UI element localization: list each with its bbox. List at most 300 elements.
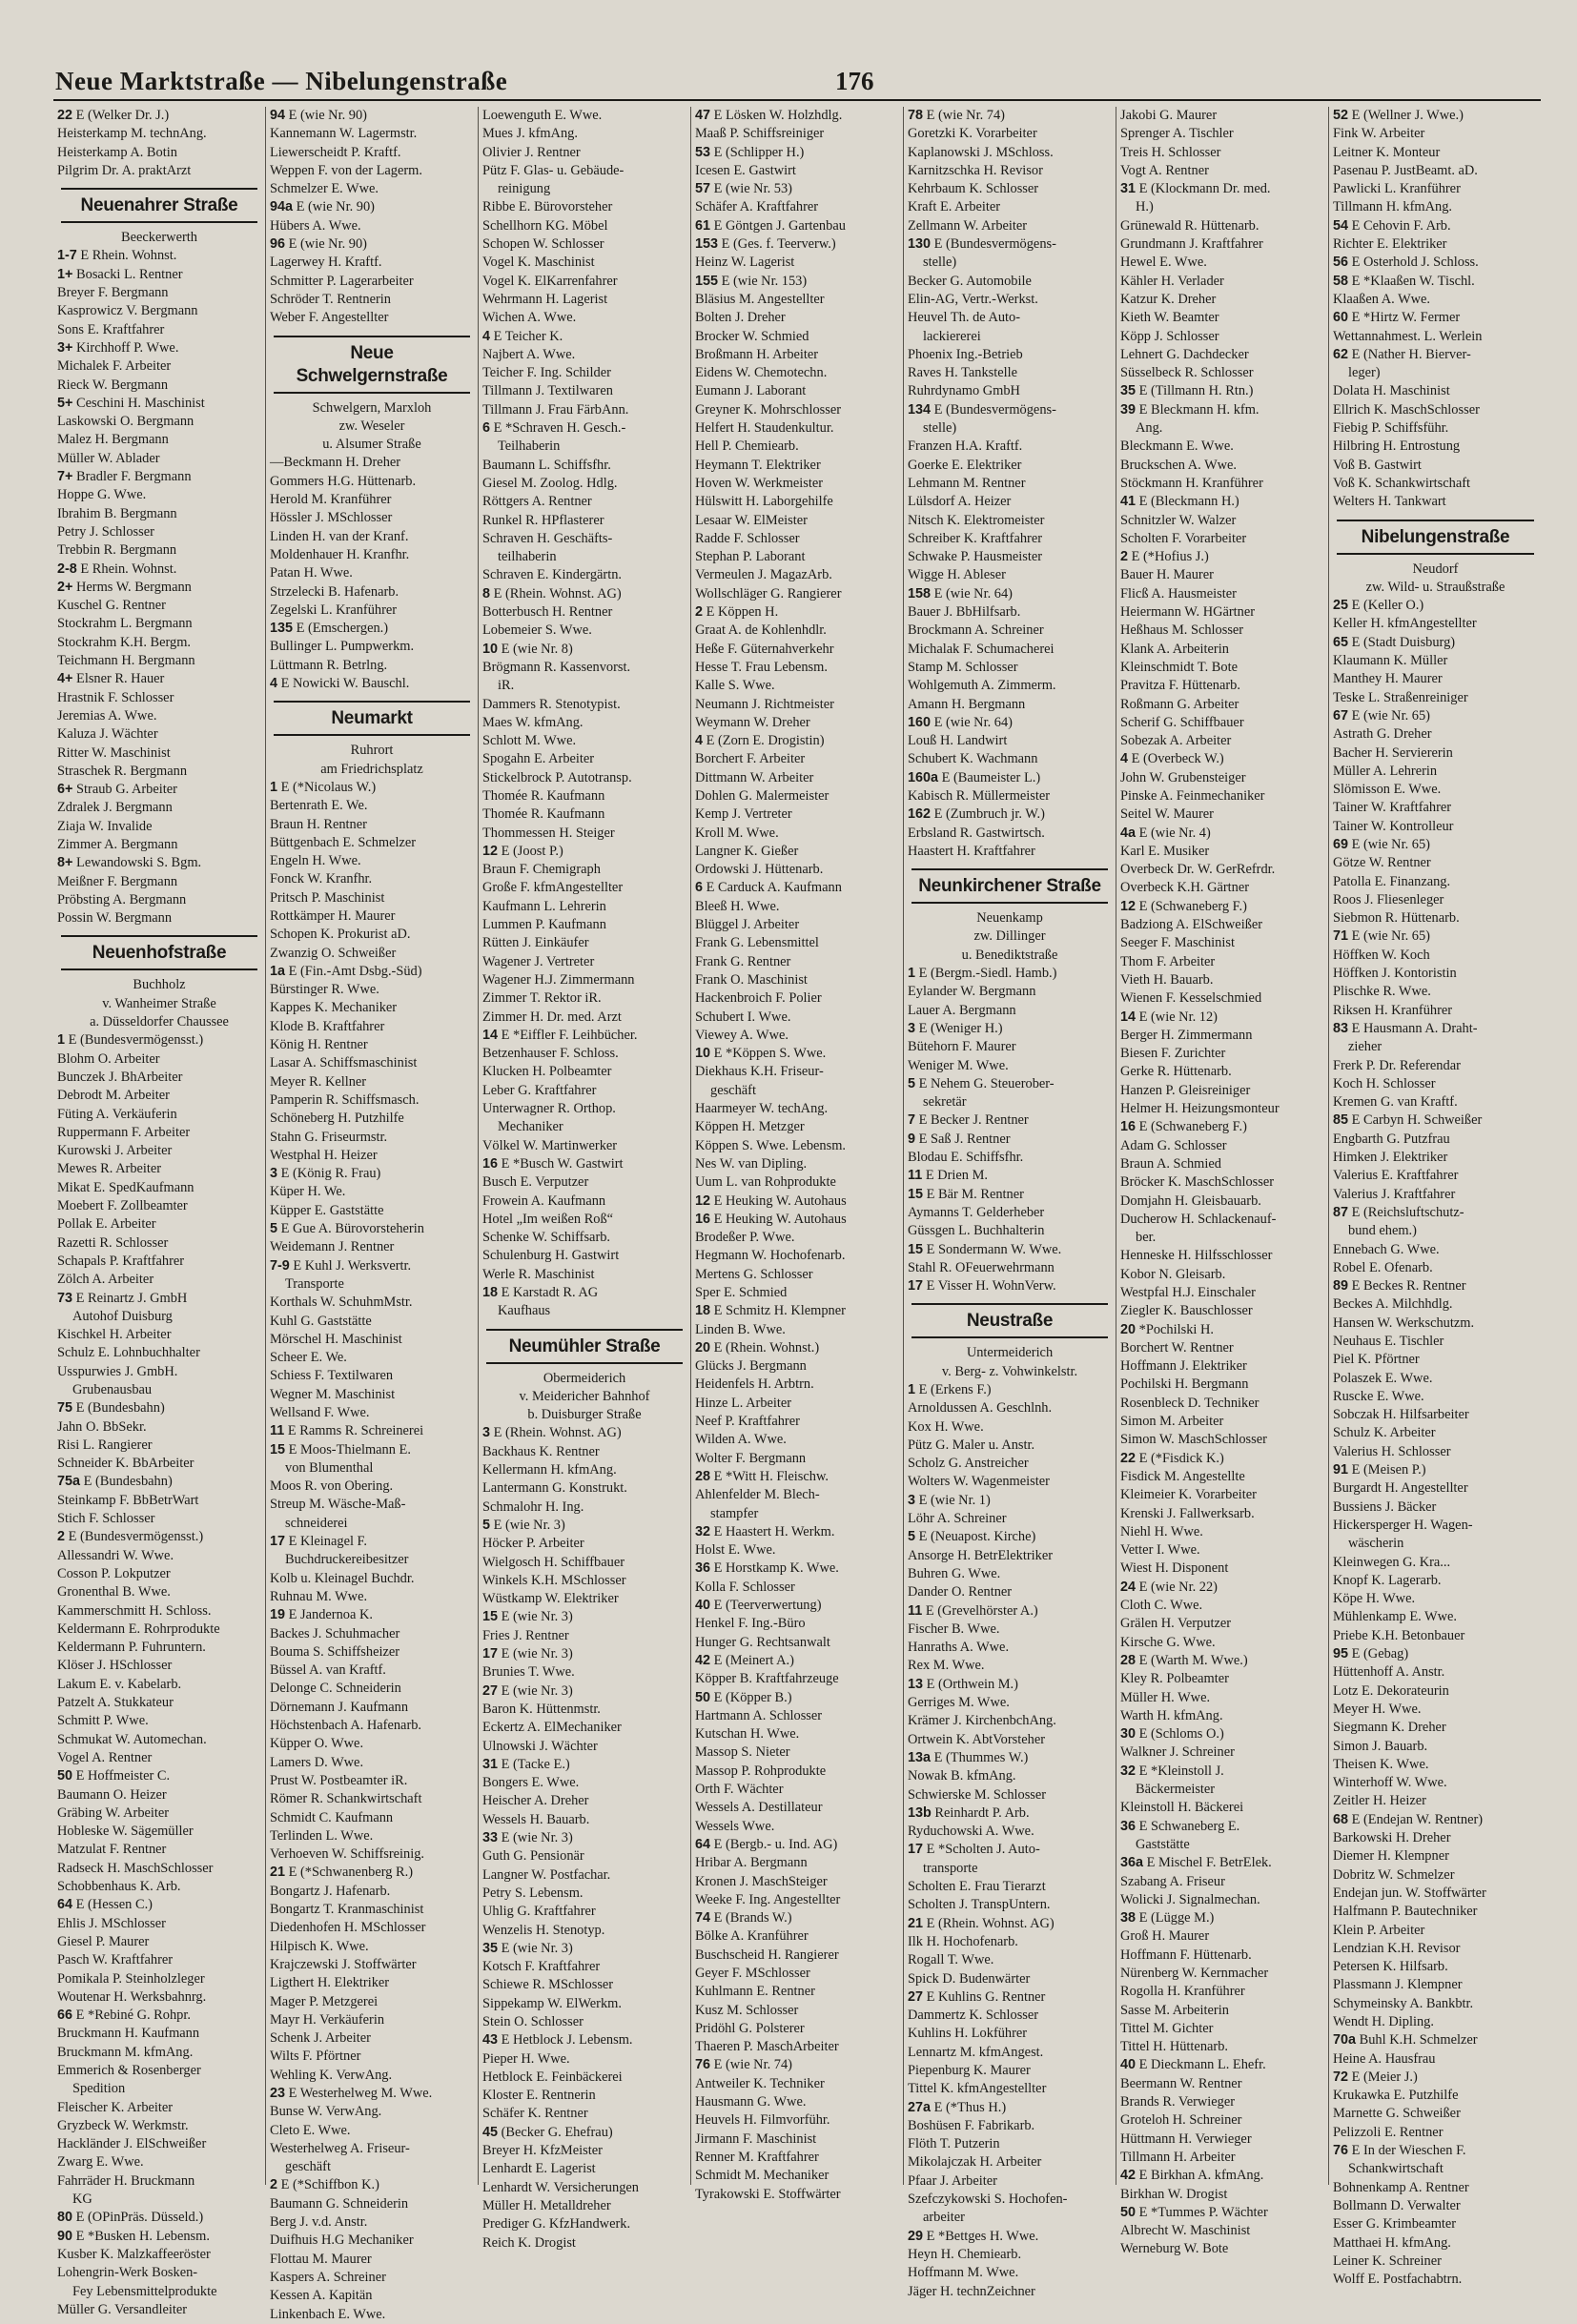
directory-entry — [908, 603, 1112, 622]
directory-entry — [270, 583, 474, 601]
directory-entry — [695, 1173, 899, 1192]
house-number: 76 — [695, 2057, 711, 2073]
entry-text: Korthals W. SchuhmMstr. — [270, 1295, 413, 1311]
directory-entry — [695, 1321, 899, 1339]
entry-text: E (Rhein. Wohnst.) — [713, 1339, 820, 1356]
entry-text: E (Bundesvermögensst.) — [68, 1529, 204, 1545]
entry-text: Haarmeyer W. techAng. — [695, 1101, 829, 1117]
house-number: 2 — [1120, 549, 1129, 565]
entry-text: Domjahn H. Gleisbauarb. — [1120, 1193, 1261, 1209]
directory-entry — [1120, 1634, 1324, 1652]
directory-entry — [270, 273, 474, 291]
entry-text: Ordowski J. Hüttenarb. — [695, 862, 824, 878]
directory-entry — [482, 2105, 686, 2123]
directory-entry — [482, 1608, 686, 1626]
entry-text: Thommessen H. Steiger — [482, 825, 615, 841]
house-number: 2+ — [57, 579, 73, 595]
entry-text: Pollak E. Arbeiter — [57, 1216, 156, 1233]
entry-text: Buhl K.H. Schmelzer — [1359, 2032, 1478, 2049]
directory-entry — [482, 1173, 686, 1192]
house-number: 94a — [270, 199, 294, 215]
directory-entry — [482, 1009, 686, 1027]
directory-entry — [908, 1111, 1112, 1130]
entry-text: Höchstenbach A. Hafenarb. — [270, 1718, 422, 1734]
entry-text: E (*Fisdick K.) — [1138, 1450, 1224, 1466]
directory-entry — [270, 1147, 474, 1165]
entry-text: Voß K. Schankwirtschaft — [1333, 475, 1471, 491]
directory-entry — [695, 1560, 899, 1578]
entry-text: Lenhardt E. Lagerist — [482, 2161, 596, 2177]
directory-entry — [908, 1186, 1112, 1204]
entry-text: E Heuking W. Autohaus — [713, 1193, 847, 1209]
entry-text: E (Lügge M.) — [1138, 1910, 1215, 1926]
entry-text: Eckertz A. ElMechaniker — [482, 1720, 622, 1736]
entry-text: Vogel K. Maschinist — [482, 255, 595, 271]
directory-entry — [482, 273, 686, 291]
entry-text: E *Bettges H. Wwe. — [926, 2228, 1039, 2244]
directory-entry — [908, 438, 1112, 456]
entry-text: Allessandri W. Wwe. — [57, 1547, 174, 1563]
entry-text: Henkel F. Ing.-Büro — [695, 1616, 806, 1632]
directory-entry — [908, 144, 1112, 162]
directory-entry — [908, 2283, 1112, 2301]
entry-text: E (Bergm.-Siedl. Hamb.) — [918, 966, 1057, 982]
entry-text: Betzenhauser F. Schloss. — [482, 1046, 619, 1062]
directory-entry — [908, 1602, 1112, 1621]
directory-entry — [270, 1754, 474, 1772]
entry-text: Kähler H. Verlader — [1120, 273, 1224, 289]
directory-entry — [1120, 1431, 1324, 1449]
entry-text: Schubert I. Wwe. — [695, 1009, 791, 1025]
house-number: 50 — [1120, 2204, 1137, 2220]
entry-text: Laskowski O. Bergmann — [57, 414, 195, 430]
directory-entry — [1333, 1922, 1538, 1940]
entry-text: Reich K. Drogist — [482, 2234, 576, 2251]
entry-text: Tittel M. Gichter — [1120, 2020, 1214, 2036]
directory-entry — [57, 2044, 261, 2062]
entry-text: Kloster E. Rentnerin — [482, 2088, 596, 2104]
entry-text: Fink W. Arbeiter — [1333, 126, 1425, 142]
entry-text: Lagerwey H. Kraftf. — [270, 255, 382, 271]
entry-text: Kleinschmidt T. Bote — [1120, 659, 1238, 675]
directory-entry — [482, 1738, 686, 1756]
directory-entry — [908, 2153, 1112, 2171]
entry-text: E Horstkamp K. Wwe. — [713, 1560, 839, 1577]
directory-column — [904, 107, 1116, 2299]
house-number: 32 — [695, 1523, 711, 1539]
directory-entry — [695, 493, 899, 511]
directory-entry — [57, 2283, 261, 2301]
entry-text: Heischer A. Dreher — [482, 1793, 589, 1809]
directory-entry — [908, 1841, 1112, 1859]
entry-text: Overbeck K.H. Gärtner — [1120, 880, 1250, 896]
entry-text: Lülsdorf A. Heizer — [908, 494, 1012, 510]
directory-entry — [908, 1002, 1112, 1020]
directory-entry — [482, 1137, 686, 1155]
entry-text: Unterwagner R. Orthop. — [482, 1101, 616, 1117]
directory-entry — [908, 1896, 1112, 1914]
entry-text: E (Schwaneberg F.) — [1138, 898, 1247, 914]
house-number: 14 — [1120, 1009, 1137, 1025]
entry-text: E (Bundesvermögensst.) — [68, 1032, 204, 1049]
directory-entry — [270, 1699, 474, 1717]
house-number: 42 — [1120, 2168, 1137, 2184]
entry-text: E (Orthwein M.) — [926, 1676, 1018, 1692]
directory-entry — [482, 1424, 686, 1442]
entry-text: Köpp J. Schlosser — [1120, 328, 1219, 344]
entry-text: Icesen E. Gastwirt — [695, 162, 796, 178]
entry-text: Füting A. Verkäuferin — [57, 1106, 177, 1122]
entry-text: Schmitter P. Lagerarbeiter — [270, 273, 414, 289]
entry-text: Schöneberg H. Putzhilfe — [270, 1111, 404, 1127]
entry-text: Schenk J. Arbeiter — [270, 2030, 371, 2047]
directory-entry — [695, 1854, 899, 1872]
entry-text: Heinz W. Lagerist — [695, 255, 795, 271]
entry-text: Westerhelweg A. Friseur- — [270, 2140, 410, 2156]
house-number: 24 — [1120, 1579, 1137, 1595]
entry-text: Nitsch K. Elektromeister — [908, 512, 1045, 528]
directory-entry — [57, 1363, 261, 1381]
directory-entry — [1333, 781, 1538, 799]
entry-text: Schreiber K. Kraftfahrer — [908, 530, 1043, 546]
house-number: 16 — [695, 1211, 711, 1227]
directory-entry — [57, 1767, 261, 1785]
directory-entry — [695, 566, 899, 584]
house-number: 160a — [908, 769, 939, 785]
house-number: 17 — [908, 1842, 924, 1858]
directory-entry — [1120, 198, 1324, 216]
directory-entry — [695, 2020, 899, 2038]
house-number: 20 — [1120, 1321, 1137, 1337]
house-number: 13b — [908, 1804, 932, 1821]
directory-entry — [908, 1933, 1112, 1951]
directory-entry — [482, 1284, 686, 1302]
directory-entry — [57, 1142, 261, 1160]
directory-entry — [908, 328, 1112, 346]
entry-text: Kley R. Polbeamter — [1120, 1671, 1229, 1687]
entry-text: E (wie Nr. 3) — [501, 1646, 573, 1662]
entry-text: Bütehorn F. Maurer — [908, 1039, 1016, 1055]
entry-text: Duifhuis H.G Mechaniker — [270, 2232, 414, 2249]
entry-text: Prediger G. KfzHandwerk. — [482, 2216, 631, 2232]
directory-entry — [1333, 1774, 1538, 1792]
entry-text: Linden H. van der Kranf. — [270, 528, 409, 544]
entry-text: Tyrakowski E. Stoffwärter — [695, 2186, 841, 2202]
directory-entry — [1333, 1222, 1538, 1240]
directory-entry — [57, 891, 261, 909]
entry-text: Rogall T. Wwe. — [908, 1952, 994, 1968]
directory-entry — [270, 2269, 474, 2287]
directory-entry — [695, 1193, 899, 1211]
entry-text: Groteloh H. Schreiner — [1120, 2112, 1242, 2129]
directory-entry — [482, 677, 686, 695]
entry-text: Razetti R. Schlosser — [57, 1234, 169, 1251]
directory-entry — [1333, 419, 1538, 438]
directory-entry — [1333, 763, 1538, 781]
house-number: 42 — [695, 1652, 711, 1668]
entry-text: Scherif G. Schiffbauer — [1120, 714, 1244, 730]
entry-text: E Kuhlins G. Rentner — [926, 1988, 1046, 2005]
entry-text: Valerius H. Schlosser — [1333, 1443, 1451, 1459]
directory-entry — [57, 1492, 261, 1510]
entry-text: Baumann G. Schneiderin — [270, 2195, 409, 2212]
entry-text: Teicher F. Ing. Schilder — [482, 365, 611, 381]
directory-entry — [482, 603, 686, 622]
directory-entry — [482, 1211, 686, 1229]
directory-entry — [482, 530, 686, 548]
house-number: 64 — [57, 1897, 73, 1913]
entry-text: Michalek F. Arbeiter — [57, 358, 172, 375]
entry-text: Schäfer A. Kraftfahrer — [695, 199, 819, 215]
directory-column — [479, 107, 691, 2251]
directory-entry — [57, 1215, 261, 1233]
directory-entry — [695, 659, 899, 677]
directory-entry — [57, 561, 261, 579]
entry-text: Sasse M. Arbeiterin — [1120, 2002, 1229, 2018]
house-number: 62 — [1333, 346, 1349, 362]
directory-entry — [908, 2044, 1112, 2062]
directory-entry — [57, 1473, 261, 1491]
entry-text: E (wie Nr. 8) — [501, 641, 573, 657]
entry-text: Wolicki J. Signalmechan. — [1120, 1891, 1260, 1907]
entry-text: Radde F. Schlosser — [695, 530, 800, 546]
directory-entry — [908, 1057, 1112, 1075]
entry-text: Moos R. von Obering. — [270, 1478, 394, 1495]
directory-entry — [1120, 659, 1324, 677]
directory-entry — [908, 364, 1112, 382]
entry-text: Matzulat F. Rentner — [57, 1842, 167, 1858]
entry-text: Mertens G. Schlosser — [695, 1266, 813, 1282]
entry-text: E Bleckmann H. kfm. — [1138, 401, 1260, 418]
entry-text: Jirmann F. Maschinist — [695, 2130, 817, 2147]
directory-entry — [1120, 1118, 1324, 1136]
directory-entry — [270, 217, 474, 235]
directory-entry — [482, 1922, 686, 1940]
directory-entry — [270, 2029, 474, 2048]
directory-entry — [1333, 1315, 1538, 1333]
entry-text: Bohnenkamp A. Rentner — [1333, 2179, 1469, 2195]
entry-text: (Becker G. Ehefrau) — [501, 2124, 613, 2140]
entry-text: Debrodt M. Arbeiter — [57, 1088, 170, 1104]
entry-text: Hrastnik F. Schlosser — [57, 689, 174, 705]
entry-text: E Carduck A. Kaufmann — [706, 880, 842, 896]
directory-entry — [1120, 125, 1324, 143]
entry-text: E (wie Nr. 3) — [493, 1517, 565, 1533]
directory-entry — [908, 309, 1112, 327]
entry-text: E (Warth M. Wwe.) — [1138, 1652, 1248, 1668]
directory-entry — [57, 284, 261, 302]
entry-text: Broßmann H. Arbeiter — [695, 346, 819, 362]
directory-entry — [695, 1266, 899, 1284]
directory-entry — [57, 1031, 261, 1050]
directory-entry — [270, 620, 474, 638]
entry-text: Diekhaus K.H. Friseur- — [695, 1064, 824, 1080]
directory-entry — [1120, 750, 1324, 768]
directory-entry — [1333, 615, 1538, 633]
house-number: 45 — [482, 2124, 499, 2140]
entry-text: Lantermann G. Konstrukt. — [482, 1480, 627, 1497]
entry-text: Hickersperger H. Wagen- — [1333, 1517, 1473, 1533]
entry-text: Klode B. Kraftfahrer — [270, 1018, 385, 1034]
directory-entry — [1333, 1627, 1538, 1645]
entry-text: E (Bleckmann H.) — [1138, 494, 1239, 510]
directory-entry — [908, 457, 1112, 475]
entry-text: Wigge H. Ableser — [908, 567, 1006, 583]
directory-entry — [57, 1639, 261, 1657]
directory-entry — [1120, 641, 1324, 659]
directory-entry — [1120, 1836, 1324, 1854]
entry-text: Neumann J. Richtmeister — [695, 696, 834, 712]
directory-entry — [1120, 1725, 1324, 1743]
entry-text: Fey Lebensmittelprodukte — [72, 2283, 217, 2299]
directory-entry — [695, 1357, 899, 1376]
house-number: 153 — [695, 236, 719, 253]
house-number: 17 — [270, 1534, 286, 1550]
directory-entry — [482, 1627, 686, 1645]
house-number: 25 — [1333, 598, 1349, 614]
entry-text: E Hoffmeister C. — [75, 1768, 171, 1784]
directory-entry — [1333, 1958, 1538, 1976]
directory-entry — [57, 1676, 261, 1694]
directory-entry — [270, 1533, 474, 1551]
directory-entry — [1333, 1406, 1538, 1424]
directory-entry — [908, 530, 1112, 548]
house-number: 72 — [1333, 2069, 1349, 2085]
directory-entry — [270, 1018, 474, 1036]
directory-entry — [695, 328, 899, 346]
entry-text: Ehlis J. MSchlosser — [57, 1915, 166, 1931]
entry-text: Heymann T. Elektriker — [695, 457, 821, 473]
directory-entry — [482, 1118, 686, 1136]
entry-text: E (Hessen C.) — [75, 1897, 153, 1913]
directory-entry — [1120, 2149, 1324, 2167]
entry-text: Phoenix Ing.-Betrieb — [908, 346, 1023, 362]
house-number: 12 — [482, 843, 499, 859]
directory-entry — [695, 2111, 899, 2130]
entry-text: Lehnert G. Dachdecker — [1120, 346, 1249, 362]
directory-entry — [695, 2167, 899, 2185]
entry-text: Löhr A. Schreiner — [908, 1511, 1007, 1527]
entry-text: Scheer E. We. — [270, 1350, 347, 1366]
directory-entry — [270, 1790, 474, 1808]
directory-entry — [270, 1735, 474, 1753]
entry-text: Eylander W. Bergmann — [908, 984, 1036, 1000]
house-number: 15 — [482, 1609, 499, 1625]
entry-text: Pawlicki L. Kranführer — [1333, 181, 1461, 197]
entry-text: Schmalohr H. Ing. — [482, 1498, 584, 1515]
house-number: 158 — [908, 585, 932, 601]
directory-column — [1116, 107, 1329, 2257]
entry-text: Erbsland R. Gastwirtsch. — [908, 825, 1045, 841]
entry-text: Büssel A. van Kraftf. — [270, 1662, 386, 1679]
directory-entry — [1333, 493, 1538, 511]
directory-entry — [1120, 2038, 1324, 2056]
entry-text: Vetter I. Wwe. — [1120, 1542, 1200, 1559]
entry-text: Heisterkamp A. Botin — [57, 144, 177, 160]
directory-entry — [1333, 1885, 1538, 1903]
directory-entry — [57, 615, 261, 633]
house-number: 15 — [908, 1186, 924, 1202]
directory-entry — [908, 1510, 1112, 1528]
directory-entry — [1120, 530, 1324, 548]
directory-entry — [695, 1836, 899, 1854]
entry-text: Rogolla H. Kranführer — [1120, 1984, 1245, 2000]
directory-entry — [1120, 144, 1324, 162]
entry-text: Gaststätte — [1136, 1836, 1190, 1852]
entry-text: Westphal H. Heizer — [270, 1147, 378, 1163]
entry-text: Valerius J. Kraftfahrer — [1333, 1186, 1456, 1202]
entry-text: Frank O. Maschinist — [695, 971, 808, 988]
directory-entry — [57, 162, 261, 180]
directory-entry — [270, 1183, 474, 1201]
directory-entry — [482, 1247, 686, 1265]
entry-text: Heyn H. Chemiearb. — [908, 2246, 1022, 2262]
entry-text: Spedition — [72, 2081, 126, 2097]
entry-text: Stahl R. OFeuerwehrmann — [908, 1259, 1055, 1275]
entry-text: Wolff E. Postfachabtrn. — [1333, 2272, 1463, 2288]
directory-entry — [482, 1903, 686, 1921]
entry-text: Wagener J. Vertreter — [482, 953, 595, 969]
directory-entry — [57, 909, 261, 928]
directory-entry — [908, 346, 1112, 364]
entry-text: Klucken H. Polbeamter — [482, 1064, 612, 1080]
directory-entry — [482, 125, 686, 143]
directory-entry — [1333, 1351, 1538, 1369]
entry-text: E (wie Nr. 64) — [933, 714, 1013, 730]
entry-text: Esser G. Krimbeamter — [1333, 2216, 1457, 2232]
entry-text: E Reinartz J. GmbH — [75, 1290, 188, 1306]
house-number: 78 — [908, 108, 924, 123]
directory-entry — [1120, 1155, 1324, 1173]
entry-text: Dolata H. Maschinist — [1333, 383, 1450, 399]
entry-text: Ennebach G. Wwe. — [1333, 1241, 1440, 1257]
directory-entry — [695, 364, 899, 382]
directory-entry — [695, 254, 899, 272]
entry-text: Winkels K.H. MSchlosser — [482, 1572, 626, 1588]
entry-text: Wienen F. Kesselschmied — [1120, 990, 1262, 1007]
directory-entry — [1120, 1284, 1324, 1302]
directory-entry — [1120, 1486, 1324, 1504]
entry-text: Simon M. Arbeiter — [1120, 1414, 1224, 1430]
entry-text: Schnitzler W. Walzer — [1120, 512, 1237, 528]
house-number: 38 — [1120, 1910, 1137, 1926]
directory-entry — [1333, 328, 1538, 346]
house-number: 2 — [57, 1529, 66, 1545]
entry-text: Szabang A. Friseur — [1120, 1873, 1225, 1889]
entry-text: Linkenbach E. Wwe. — [270, 2306, 386, 2322]
house-number: 58 — [1333, 273, 1349, 289]
directory-entry — [695, 861, 899, 879]
directory-entry — [57, 1786, 261, 1804]
directory-entry — [270, 1349, 474, 1367]
entry-text: Bongers E. Wwe. — [482, 1775, 580, 1791]
directory-entry — [695, 825, 899, 843]
directory-entry — [482, 2031, 686, 2049]
entry-text: *Pochilski H. — [1138, 1321, 1214, 1337]
directory-entry — [1120, 916, 1324, 934]
entry-text: Raves H. Tankstelle — [908, 365, 1018, 381]
directory-entry — [270, 2287, 474, 2305]
entry-text: E (wie Nr. 3) — [501, 1940, 573, 1956]
directory-entry — [1333, 1572, 1538, 1590]
entry-text: E Dieckmann L. Ehefr. — [1138, 2057, 1266, 2073]
directory-entry — [482, 696, 686, 714]
directory-entry — [1120, 364, 1324, 382]
directory-entry — [270, 546, 474, 564]
directory-entry — [1333, 1295, 1538, 1314]
directory-entry — [270, 1864, 474, 1882]
directory-entry — [908, 2117, 1112, 2135]
